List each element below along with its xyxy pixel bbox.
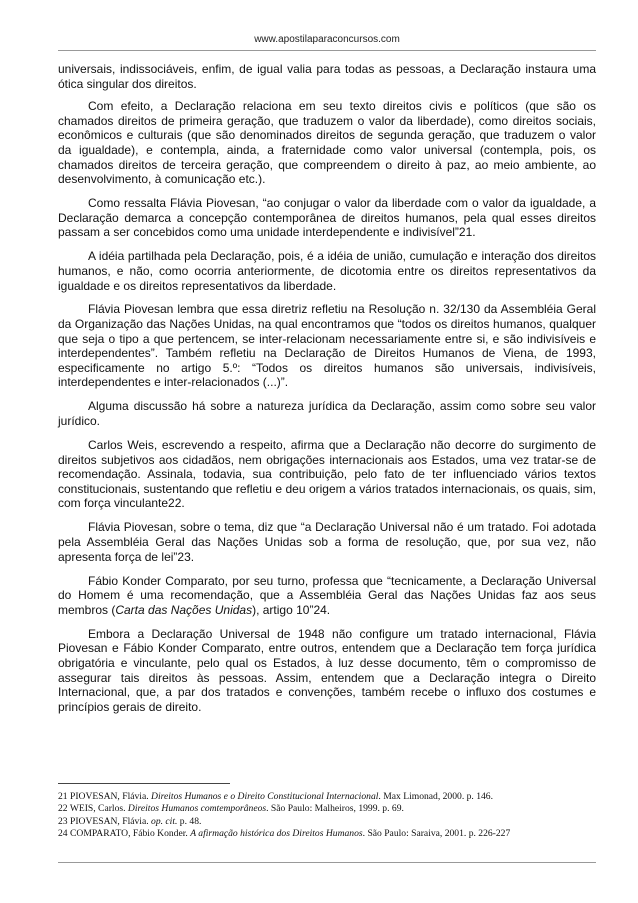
footnote-text: p. 48.	[177, 815, 202, 827]
footnote-item	[58, 828, 596, 840]
paragraph	[58, 249, 596, 293]
footnote-item	[58, 791, 596, 803]
footnote-divider	[58, 783, 230, 784]
paragraph-text: Flávia Piovesan lembra que essa diretriz refletiu na Resolução n. 32/130 da Assembléia Geral da Organização das Nações Unidas, na qual encontramos que “todos os direitos humanos, qualquer que seja o tipo a que pertencem, se inter-relacionam necessariamente entre si, e são indivisíveis e interdependentes”. Também refletiu na Declaração de Direitos Humanos de Viena, de 1993, especificamente no artigo 5.º: “Todos os direitos humanos são universais, indivisíveis, interdependentes e inter-relacionados (...)”.	[58, 302, 596, 390]
body-text	[58, 62, 596, 724]
paragraph	[58, 520, 596, 564]
paragraph-text: Embora a Declaração Universal de 1948 não configure um tratado internacional, Flávia Piovesan e Fábio Konder Comparato, entre outros, entendem que a Declaração tem força jurídica obrigatória e vinculante, pelo qual os Estados, à luz desse documento, têm o compromisso de assegurar tais direitos às pessoas. Assim, entendem que a Declaração integra o Direito Internacional, que, a par dos tratados e convenções, também recebe o influxo dos costumes e princípios gerais de direito.	[58, 626, 596, 714]
paragraph	[58, 574, 596, 618]
footnote-title: A afirmação histórica dos Direitos Humanos	[190, 827, 363, 839]
paragraph-text: ), artigo 10”24.	[252, 602, 331, 617]
footnote-title: Direitos Humanos comtemporâneos	[127, 803, 267, 815]
paragraph-text: Como ressalta Flávia Piovesan, “ao conjugar o valor da liberdade com o valor da igualdade, a Declaração demarca a concepção contemporânea de direitos humanos, pela qual esses direitos passam a ser concebidos como uma unidade interdependente e indivisível”21.	[58, 196, 596, 240]
footnote-text: 22 WEIS, Carlos.	[58, 803, 128, 815]
paragraph-text: Flávia Piovesan, sobre o tema, diz que “a Declaração Universal não é um tratado. Foi adotada pela Assembléia Geral das Nações Unidas sob a forma de resolução, que, por sua vez, não apresenta força de lei”23.	[58, 520, 596, 564]
footnote-title: op. cit.	[151, 815, 178, 827]
paragraph-text: A idéia partilhada pela Declaração, pois, é a idéia de união, cumulação e interação dos direitos humanos, e não, como ocorria anteriormente, de dicotomia entre os direitos representativos da igualdade e os direitos representativos da liberdade.	[58, 249, 596, 293]
paragraph	[58, 302, 596, 390]
paragraph-text: Alguma discussão há sobre a natureza jurídica da Declaração, assim como sobre seu valor jurídico.	[58, 399, 596, 429]
page-header-url: www.apostilaparaconcursos.com	[254, 34, 400, 45]
paragraph-text: Carlos Weis, escrevendo a respeito, afirma que a Declaração não decorre do surgimento de direitos subjetivos aos cidadãos, nem obrigações internacionais aos Estados, uma vez tratar-se de recomendação. Assinala, todavia, sua contribuição, pelo fato de ter influenciado vários textos constitucionais, sustentando que refletiu e deu origem a vários tratados internacionais, os quais, sim, com força vinculante22.	[58, 438, 596, 511]
paragraph	[58, 99, 596, 187]
paragraph-text: universais, indissociáveis, enfim, de igual valia para todas as pessoas, a Declaração instaura uma ótica singular dos direitos.	[58, 62, 596, 91]
paragraph-text: Com efeito, a Declaração relaciona em seu texto direitos civis e políticos (que são os chamados direitos de primeira geração, que traduzem o valor da liberdade), como direitos sociais, econômicos e culturais (que são denominados direitos de segunda geração, que traduzem o valor da igualdade), e contempla, ainda, a fraternidade como valor universal (contemplа, pois, os chamados direitos de terceira geração, que compreendem o direito à paz, ao meio ambiente, ao desenvolvimento, à comunicação etc.).	[58, 99, 596, 187]
footnote-text: 23 PIOVESAN, Flávia.	[58, 815, 152, 827]
footnote-text: . Max Limonad, 2000. p. 146.	[378, 791, 494, 802]
italic-title: Carta das Nações Unidas	[115, 602, 253, 617]
footnote-title: Direitos Humanos e o Direito Constitucional Internacional	[151, 791, 379, 802]
footnote-text: 24 COMPARATO, Fábio Konder.	[58, 827, 191, 839]
paragraph-text: Fábio Konder Comparato, por seu turno, professa que “tecnicamente, a Declaração Universal do Homem é uma recomendação, que a Assembléia Geral das Nações Unidas faz aos seus membros (	[58, 573, 596, 617]
footnote-item	[58, 803, 596, 815]
footnote-text: . São Paulo: Malheiros, 1999. p. 69.	[266, 803, 404, 815]
paragraph	[58, 438, 596, 511]
header-divider	[58, 50, 596, 51]
paragraph	[58, 399, 596, 428]
paragraph	[58, 62, 596, 91]
footnote-item	[58, 816, 596, 828]
footnote-text: 21 PIOVESAN, Flávia.	[58, 791, 152, 802]
paragraph	[58, 196, 596, 240]
page-bottom-divider	[58, 862, 596, 863]
footnotes	[58, 791, 596, 840]
footnote-text: . São Paulo: Saraiva, 2001. p. 226-227	[362, 827, 511, 839]
paragraph	[58, 627, 596, 715]
